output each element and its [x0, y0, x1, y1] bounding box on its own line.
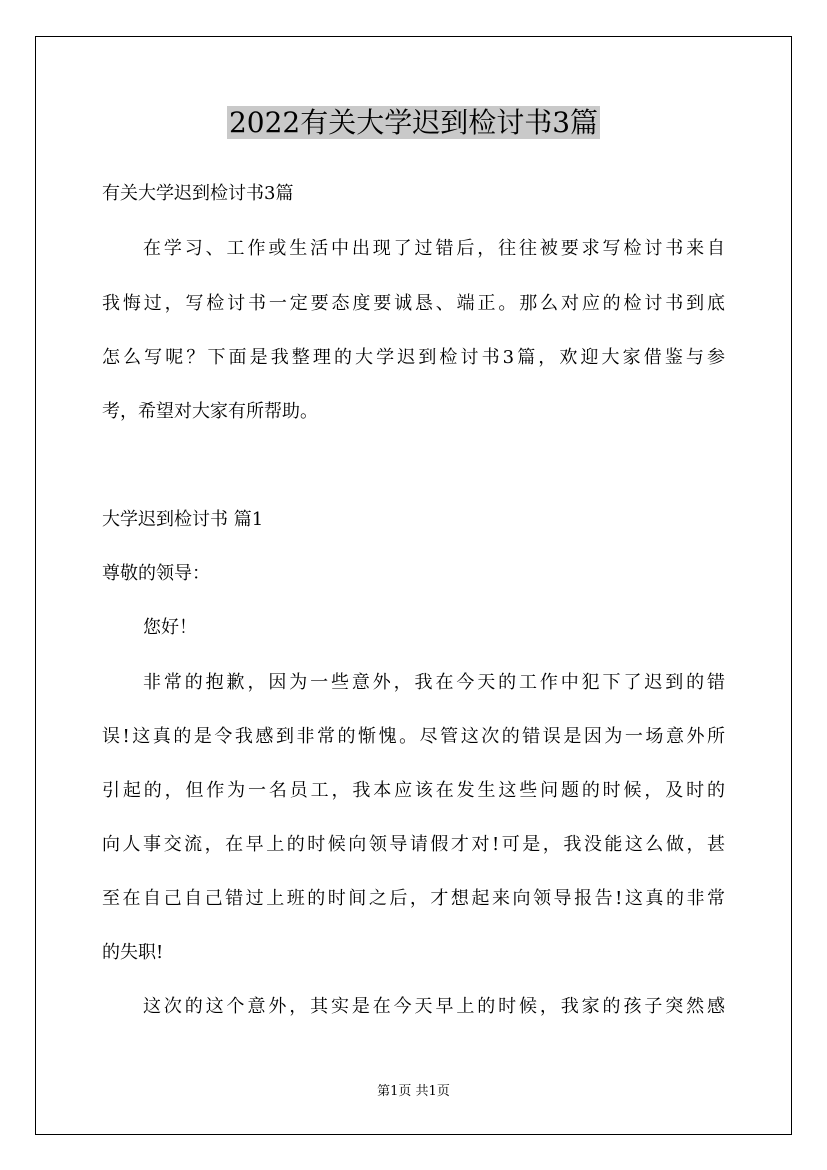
intro-line-1: 在学习、工作或生活中出现了过错后，往往被要求写检讨书来自 — [143, 238, 725, 259]
document-title-text: 2022有关大学迟到检讨书3篇 — [228, 106, 599, 139]
greeting: 您好！ — [143, 617, 197, 638]
page-footer: 第1页 共1页 — [377, 1084, 450, 1099]
intro-line-4: 考，希望对大家有所帮助。 — [102, 401, 318, 422]
body-line-2: 误!这真的是令我感到非常的惭愧。尽管这次的错误是因为一场意外所 — [102, 726, 725, 747]
body-line-6: 的失职! — [102, 942, 164, 963]
document-title — [0, 103, 827, 143]
salutation: 尊敬的领导： — [102, 563, 210, 584]
document-subtitle: 有关大学迟到检讨书3篇 — [102, 183, 294, 204]
section-heading: 大学迟到检讨书 篇1 — [102, 509, 264, 530]
body-line-3: 引起的，但作为一名员工，我本应该在发生这些问题的时候，及时的 — [102, 780, 725, 801]
intro-line-2: 我悔过，写检讨书一定要态度要诚恳、端正。那么对应的检讨书到底 — [102, 293, 725, 314]
body-line-5: 至在自己自己错过上班的时间之后，才想起来向领导报告!这真的非常 — [102, 888, 725, 909]
body-line-1: 非常的抱歉，因为一些意外，我在今天的工作中犯下了迟到的错 — [143, 672, 725, 693]
intro-line-3: 怎么写呢？下面是我整理的大学迟到检讨书3篇，欢迎大家借鉴与参 — [102, 347, 725, 368]
body-line-4: 向人事交流，在早上的时候向领导请假才对!可是，我没能这么做，甚 — [102, 834, 725, 855]
body-line-7: 这次的这个意外，其实是在今天早上的时候，我家的孩子突然感 — [143, 996, 725, 1017]
